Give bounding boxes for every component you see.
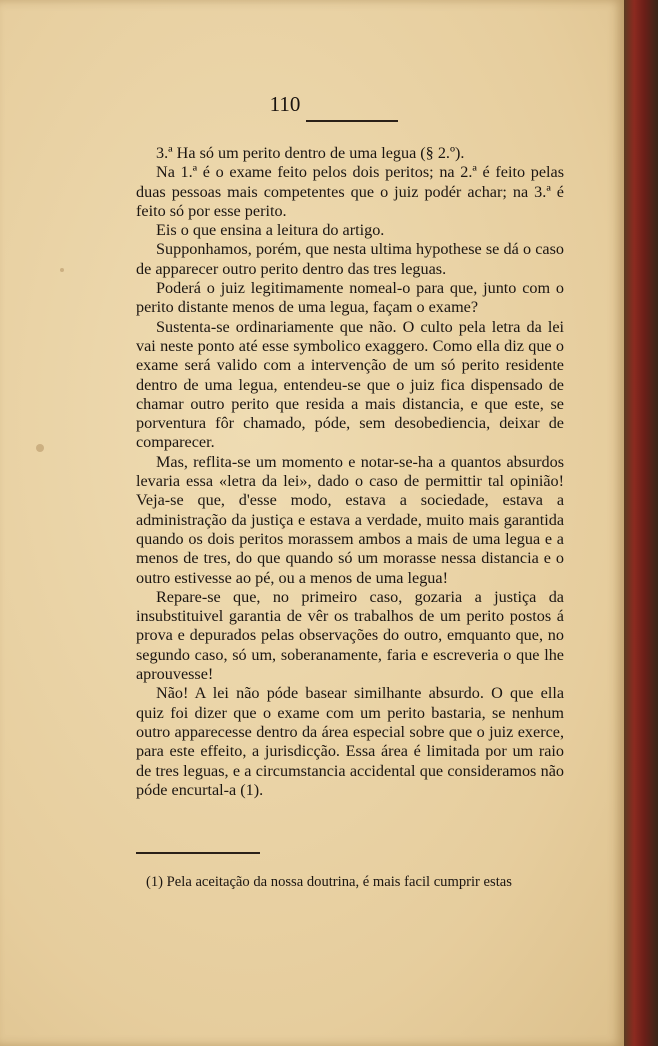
paragraph: Supponhamos, porém, que nesta ultima hypothese se dá o caso de apparecer outro perito dentro das tres leguas.	[136, 240, 564, 278]
paragraph: Eis o que ensina a leitura do artigo.	[156, 221, 385, 240]
paragraph: Não! A lei não póde basear similhante absurdo. O que ella quiz foi dizer que o exame com um perito bastaria, se nenhum outro apparecesse dentro da área especial sobre que o juiz exerce, para este effeito, a jurisdicção. Essa área é limitada por um raio de tres leguas, e a circumstancia accidental que consideramos não póde encurtal-a (1).	[136, 684, 564, 799]
page-number: 110	[269, 92, 301, 116]
paragraph: Na 1.ª é o exame feito pelos dois peritos; na 2.ª é feito pelas duas pessoas mais competentes que o juiz podér achar; na 3.ª é feito só por esse perito.	[136, 163, 564, 220]
footnote: (1) Pela aceitação da nossa doutrina, é mais facil cumprir estas	[146, 874, 512, 890]
body-text	[136, 144, 564, 800]
paragraph: 3.ª Ha só um perito dentro de uma legua (§ 2.º).	[156, 144, 465, 162]
footnote-rule	[136, 852, 260, 854]
paper-stain	[60, 268, 64, 272]
paragraph: Sustenta-se ordinariamente que não. O culto pela letra da lei vai neste ponto até esse symbolico exaggero. Como ella diz que o exame será valido com a intervenção de um só perito residente dentro de uma legua, entendeu-se que o juiz fica dispensado de chamar outro perito que resida a mais distancia, e que este, se porventura fôr chamado, póde, sem desobediencia, deixar de comparecer.	[136, 317, 564, 452]
paragraph: Poderá o juiz legitimamente nomeal-o para que, junto com o perito distante menos de uma legua, façam o exame?	[136, 279, 564, 317]
paragraph: Mas, reflita-se um momento e notar-se-ha a quantos absurdos levaria essa «letra da lei», dado o caso de permittir tal opinião! Veja-se que, d'esse modo, estava a sociedade, estava a administração da justiça e estava a verdade, muito mais garantida quando os dois peritos morassem ambos a mais de uma legua e a menos de tres, do que quando só um morasse nessa distancia e o outro estivesse ao pé, ou a menos de uma legua!	[136, 452, 564, 587]
book-binding-edge	[624, 0, 658, 1046]
header-rule	[306, 120, 398, 122]
paper-stain	[36, 444, 44, 452]
paragraph: Repare-se que, no primeiro caso, gozaria a justiça da insubstituivel garantia de vêr os trabalhos de um perito postos á prova e depurados pelas observações do outro, emquanto que, no segundo caso, só um, soberanamente, faria e escreveria o que lhe aprouvesse!	[136, 587, 564, 684]
